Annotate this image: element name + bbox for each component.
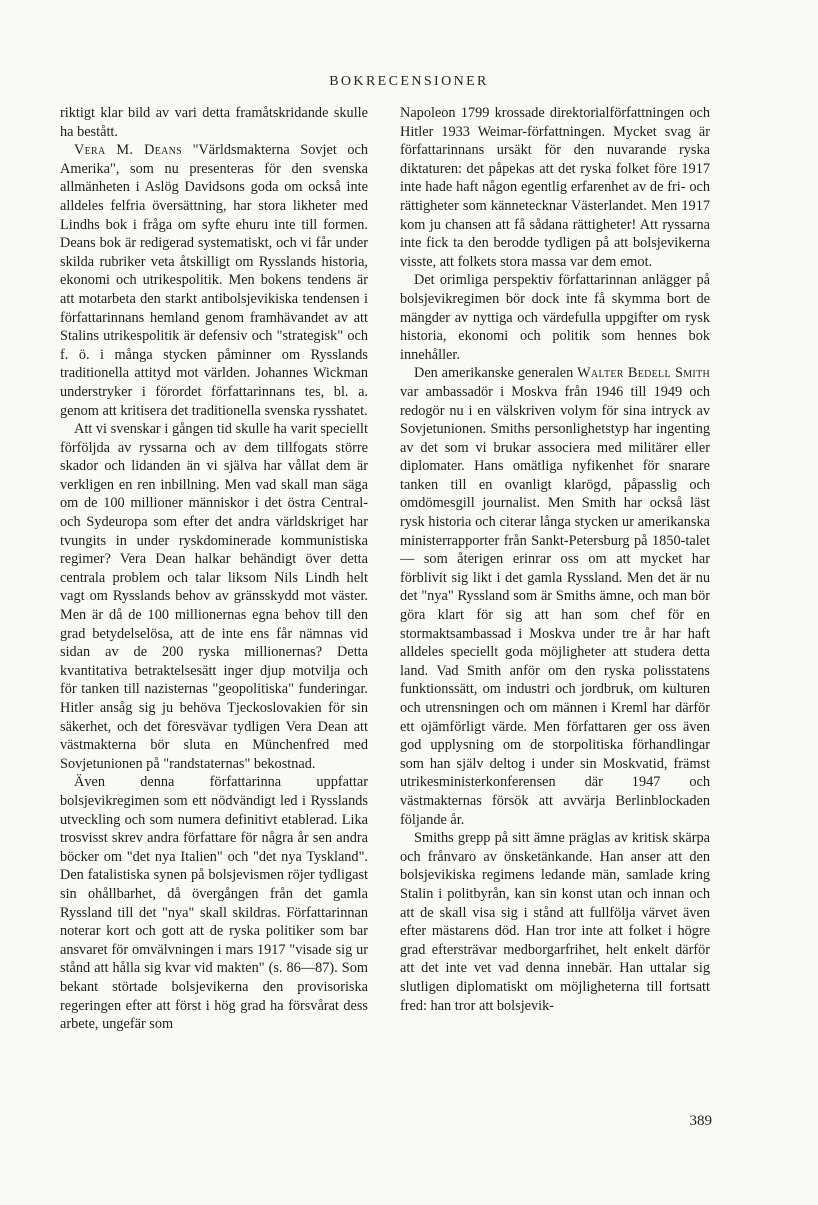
paragraph: Smiths grepp på sitt ämne präglas av kritisk skärpa och frånvaro av önsketänkande. Han anser att den bolsjevikiska regimens ledande män, samlade kring Stalin i politbyrån, kan sin konst utan och innan och att de skall visa sig i stånd att fullfölja värvet även efter mästarens död. Han tror inte att folket i högre grad eftersträvar medborgarfrihet, helt enkelt därför att det inte vet vad denna innebär. Han uttalar sig slutligen diplomatiskt om möjligheterna till fortsatt fred: han tror att bolsjevik-: [400, 830, 710, 1014]
running-head: BOKRECENSIONER: [329, 74, 489, 89]
paragraph: [400, 364, 710, 829]
author-name: Walter Bedell Smith: [577, 365, 710, 382]
paragraph: riktigt klar bild av vari detta framåtskridande skulle ha bestått.: [60, 105, 368, 140]
paragraph: Napoleon 1799 krossade direktorialförfattningen och Hitler 1933 Weimar-författningen. Mycket svag är författarinnans ursäkt för den nuvarande ryska diktaturen: det påpekas att det ryska folket före 1917 inte hade haft någon egentlig erfarenhet av de fri- och rättigheter som kännetecknar Västerlandet. Men 1917 kom ju chansen att få sådana rättigheter! Att ryssarna inte fick ta den berodde tydligen på att bolsjevikerna visste, att folkets stora massa var dem emot.: [400, 105, 710, 270]
paragraph: Även denna författarinna uppfattar bolsjevikregimen som ett nödvändigt led i Rysslands utveckling och som numera definitivt etablerad. Lika trosvisst skrev andra författare för några år sen andra böcker om "det nya Italien" och "det nya Tyskland". Den fatalistiska synen på bolsjevismen röjer tydligast sin ohållbarhet, då övergången från det gamla Ryssland till det "nya" skall skildras. Författarinnan noterar kort och gott att de ryska politiker som bar ansvaret för omvälvningen i mars 1917 "visade sig ur stånd att hålla sig kvar vid makten" (s. 86—87). Som bekant störtade bolsjevikerna den provisoriska regeringen efter att först i hög grad ha försvårat dess arbete, ungefär som: [60, 774, 368, 1033]
author-name: Vera M. Deans: [74, 142, 183, 159]
paragraph: Att vi svenskar i gången tid skulle ha varit speciellt förföljda av ryssarna och av dem tillfogats större skador och lidanden än vi själva har vållat dem är verkligen en ren inbillning. Men vad skall man säga om de 100 millioner människor i det östra Central- och Sydeuropa som efter det andra världskriget har tvungits in under ryskdominerade kommunistiska regimer? Vera Dean halkar behändigt över detta centrala problem och talar liksom Nils Lindh helt vagt om Rysslands behov av gränsskydd mot väster. Men är då de 100 millionernas egna behov till den grad betydelselösa, att de inte ens får nämnas vid sidan av de 200 ryska millionernas? Detta kvantitativa betraktelsesätt inger djup motvilja och för tanken till nazisternas "geopolitiska" funderingar. Hitler ansåg sig ju behöva Tjeckoslovakien för sin säkerhet, och det föresvävar tydligen Vera Dean att västmakterna bör sluta en Münchenfred med Sovjetunionen på "randstaternas" bekostnad.: [60, 421, 368, 772]
paragraph: [60, 141, 368, 420]
left-column: [60, 104, 368, 1034]
right-column: [400, 104, 710, 1015]
paragraph-text: var ambassadör i Moskva från 1946 till 1949 och redogör nu i en välskriven volym för sina intryck av Sovjetunionen. Smiths personlighetstyp har ingenting av det som vi brukar associera med militärer eller diplomater. Hans omätliga nyfikenhet för snarare tanken till en ovanligt klarögd, påpasslig och omdömesgill journalist. Men Smith har också läst rysk historia och citerar långa stycken ur amerikanska ministerrapporter från Sankt-Petersburg på 1850-talet — som återigen erinrar oss om att mycket har förblivit sig likt i det gamla Ryssland. Men det är nu det "nya" Ryssland som är Smiths ämne, och man bör göra klart för sig att han som chef för en stormaktsambassad i Moskva under tre år har haft alldeles speciellt goda möjligheter att studera detta land. Vad Smith anför om den ryska polisstatens funktionssätt, om industri och jordbruk, om kulturen och utrensningen och om männen i Kreml har därför ett ojämförligt värde. Men författaren ger oss även god upplysning om de storpolitiska förhandlingar som han själv deltog i under sin Moskvatid, främst utrikesministerkonferensen där 1947 och västmakternas försök att avvärja Berlinblockaden följande år.: [400, 383, 710, 828]
paragraph: Det orimliga perspektiv författarinnan anlägger på bolsjevikregimen bör dock inte få skymma bort de mängder av nyttiga och värdefulla uppgifter om rysk historia, ekonomi och politik som hennes bok innehåller.: [400, 272, 710, 363]
page-number: 389: [689, 1113, 712, 1129]
paragraph-text: "Världsmakterna Sovjet och Amerika", som nu presenteras för den svenska allmänheten i Aslög Davidsons goda om också inte alldeles felfria översättning, har stora likheter med Lindhs bok i fråga om syfte ehuru inte till formen. Deans bok är redigerad systematiskt, och vi får under skilda rubriker veta åtskilligt om Rysslands historia, ekonomi och utrikespolitik. Men bokens tendens är att motarbeta den starkt antibolsjevikiska tendensen i författarinnans hemland genom framhävandet av att Stalins utrikespolitik är defensiv och "strategisk" och f. ö. i många stycken påminner om Rysslands traditionella attityd mot världen. Johannes Wickman understryker i förordet författarinnans tes, bl. a. genom att kritisera det traditionella svenska rysshatet.: [60, 142, 368, 419]
paragraph-lead: Den amerikanske generalen: [414, 365, 578, 382]
